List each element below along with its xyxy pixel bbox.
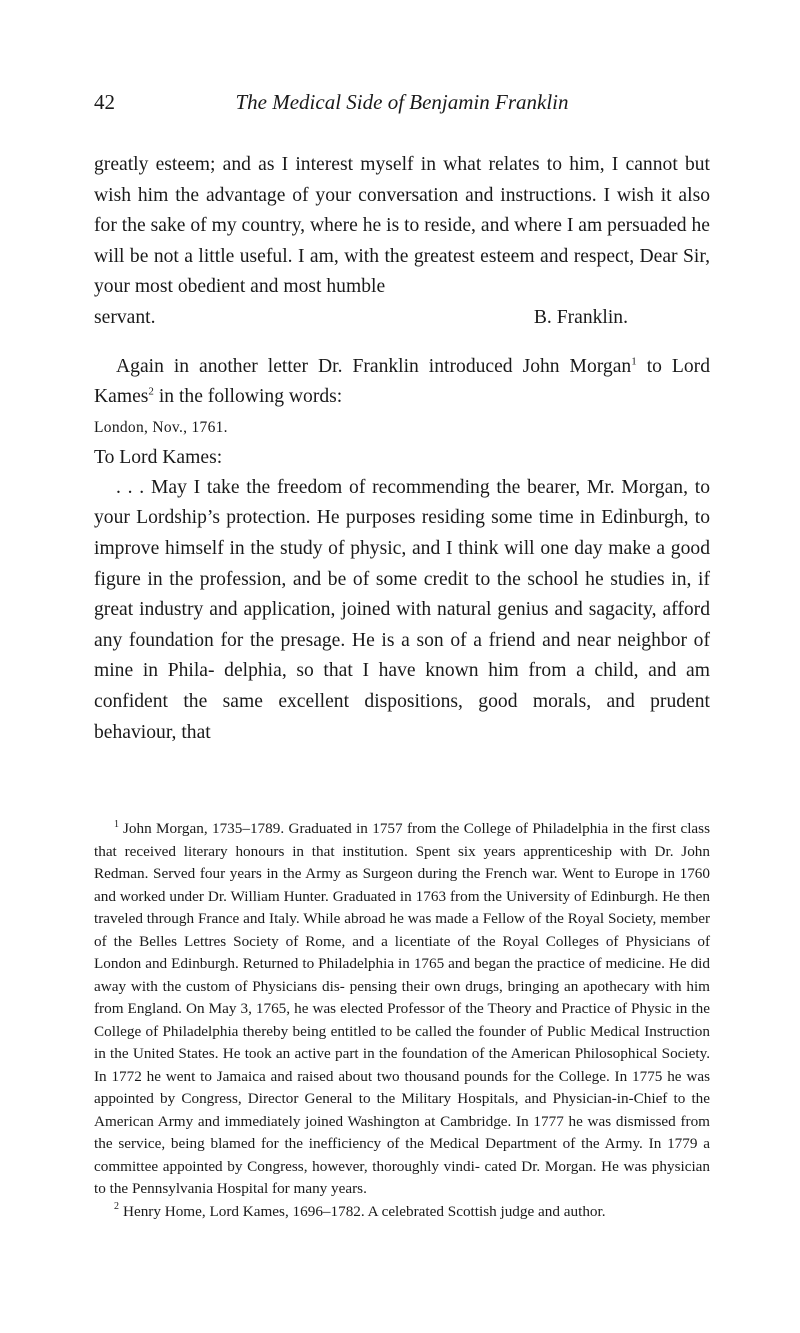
closing-word: servant. [94, 306, 156, 328]
signature: B. Franklin. [533, 306, 628, 328]
footnote-text: John Morgan, 1735–1789. Graduated in 1757 from the College of Philadelphia in the first class that received literary honours in that institution. Spent six years apprenticeship with Dr. John Redman. Served four years in the Army as Surgeon during the French war. Went to Europe in 1760 and worked under Dr. William Hunter. Graduated in 1763 from the University of Edinburgh. He then traveled through France and Italy. While abroad he was made a Fellow of the Royal Society, member of the Belles Lettres Society of Rome, and a licentiate of the Royal Colleges of Physicians of London and Edinburgh. Returned to Philadelphia in 1765 and began the practice of medicine. He did away with the custom of Physicians dis- pensing their own drugs, bringing an apothecary with him from England. On May 3, 1765, he was elected Professor of the Theory and Practice of Physic in the College of Philadelphia thereby being entitled to be called the founder of Public Medical Instruction in the United States. He took an active part in the foundation of the American Philosophical Society. In 1772 he went to Jamaica and raised about two thousand pounds for the College. In 1775 he was appointed by Congress, Director General to the Military Hospitals, and Physician-in-Chief to the American Army and immediately joined Washington at Cambridge. In 1777 he was dismissed from the service, being blamed for the inefficiency of the Medical Department of the Army. In 1779 a committee appointed by Congress, however, thoroughly vindi- cated Dr. Morgan. He was physician to the Pennsylvania Hospital for many years. [94, 820, 710, 1197]
paragraph-introduction [94, 352, 710, 413]
footnote-1 [94, 818, 710, 1201]
running-title: The Medical Side of Benjamin Franklin [235, 90, 569, 114]
footnote-ref-1[interactable]: 1 [631, 355, 637, 368]
paragraph-text: Again in another letter Dr. Franklin introduced John Morgan [116, 355, 632, 377]
letter-body: . . . May I take the freedom of recommending the bearer, Mr. Morgan, to your Lordship’s protection. He purposes residing some time in Edinburgh, to improve himself in the study of physic, and I think will one day make a good figure in the profession, and be of some credit to the school he studies in, if great industry and application, joined with natural genius and sagacity, afford any foundation for the presage. He is a son of a friend and near neighbor of mine in Phila- delphia, so that I have known him from a child, and am confident the same excellent dispositions, good morals, and prudent behaviour, that [94, 476, 710, 743]
paragraph-letter-continuation [94, 150, 710, 303]
footnote-ref-2[interactable]: 2 [148, 385, 154, 398]
footnote-mark: 2 [114, 1201, 119, 1213]
paragraph-text: to Lord Kames [94, 355, 710, 408]
footnote-text: Henry Home, Lord Kames, 1696–1782. A celebrated Scottish judge and author. [123, 1202, 606, 1220]
running-header [94, 90, 710, 120]
page-number: 42 [94, 90, 115, 114]
signoff-line [94, 303, 710, 334]
paragraph-text: greatly esteem; and as I interest myself in what relates to him, I cannot but wish him the advantage of your conversation and instructions. I wish it also for the sake of my country, where he is to reside, and where I am persuaded he will be not a little useful. I am, with the greatest esteem and respect, Dear Sir, your most obedient and most humble [94, 154, 710, 298]
footnote-2 [94, 1201, 710, 1224]
footnotes [94, 818, 710, 1223]
letter-dateline: London, Nov., 1761. [94, 418, 228, 436]
main-text [94, 150, 710, 748]
letter-salutation: To Lord Kames: [94, 446, 223, 468]
footnote-mark: 1 [114, 818, 119, 830]
paragraph-text: in the following words: [153, 386, 343, 408]
